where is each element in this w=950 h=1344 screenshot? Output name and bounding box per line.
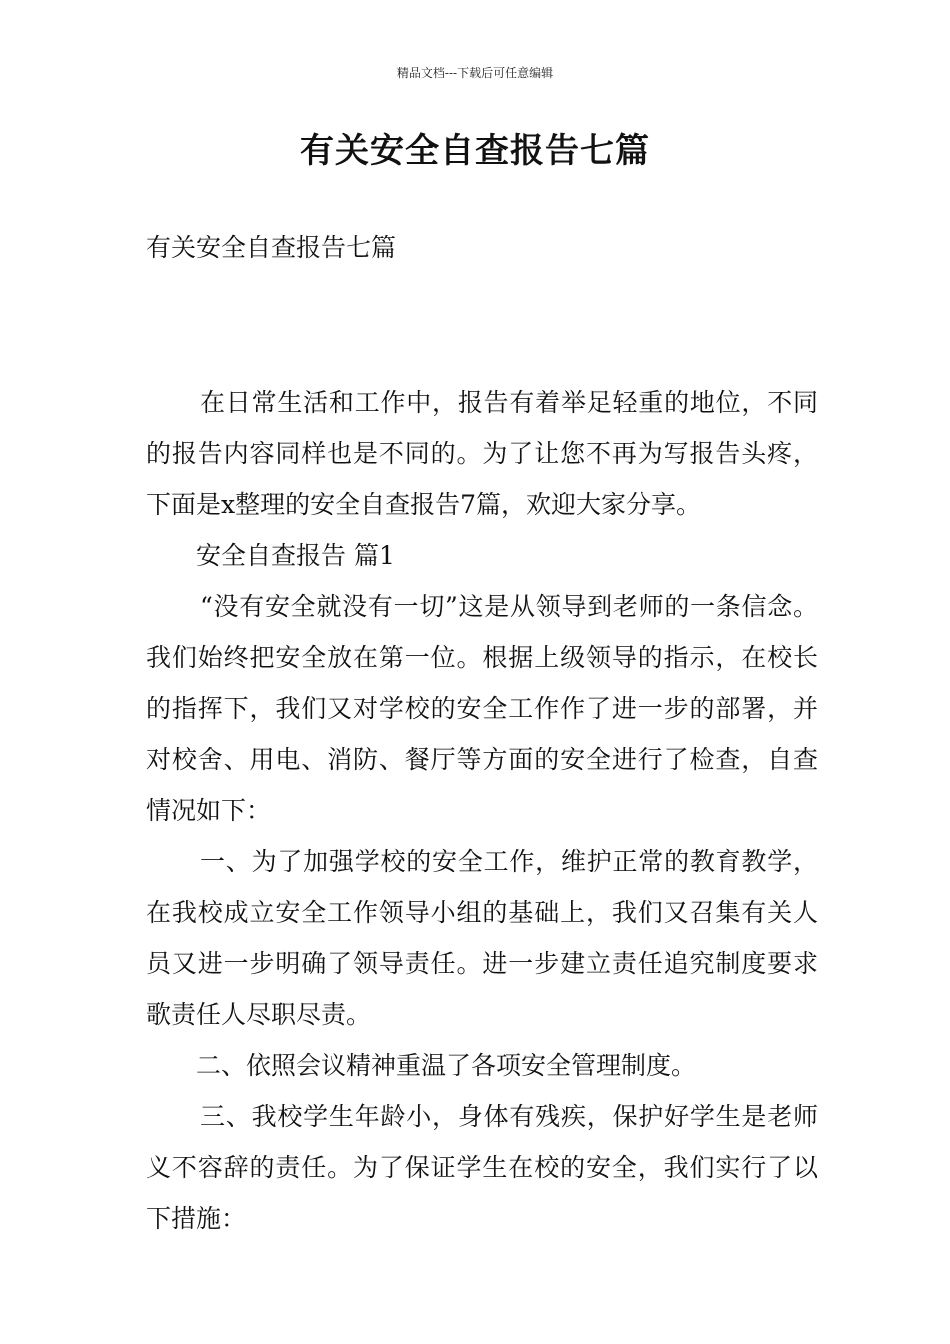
paragraph-safety-belief: “没有安全就没有一切”这是从领导到老师的一条信念。我们始终把安全放在第一位。根据上级领导的指示，在校长的指挥下，我们又对学校的安全工作作了进一步的部署，并对校舍、用电、消防、餐厅等方面的安全进行了检查，自查情况如下： bbox=[146, 592, 818, 825]
document-subtitle: 有关安全自查报告七篇 bbox=[146, 233, 397, 262]
paragraph-item-3: 三、我校学生年龄小，身体有残疾，保护好学生是老师义不容辞的责任。为了保证学生在校的安全，我们实行了以下措施： bbox=[146, 1102, 818, 1233]
intro-paragraph: 在日常生活和工作中，报告有着举足轻重的地位，不同的报告内容同样也是不同的。为了让您不再为写报告头疼，下面是x整理的安全自查报告7篇，欢迎大家分享。 bbox=[146, 388, 818, 519]
document-body bbox=[146, 377, 818, 1244]
header-note: 精品文档---下载后可任意编辑 bbox=[396, 66, 554, 80]
section-heading-1: 安全自查报告 篇1 bbox=[196, 541, 395, 570]
document-title: 有关安全自查报告七篇 bbox=[300, 131, 650, 171]
paragraph-item-1: 一、为了加强学校的安全工作，维护正常的教育教学，在我校成立安全工作领导小组的基础上，我们又召集有关人员又进一步明确了领导责任。进一步建立责任追究制度要求歌责任人尽职尽责。 bbox=[146, 847, 818, 1029]
paragraph-item-2: 二、依照会议精神重温了各项安全管理制度。 bbox=[196, 1051, 697, 1080]
